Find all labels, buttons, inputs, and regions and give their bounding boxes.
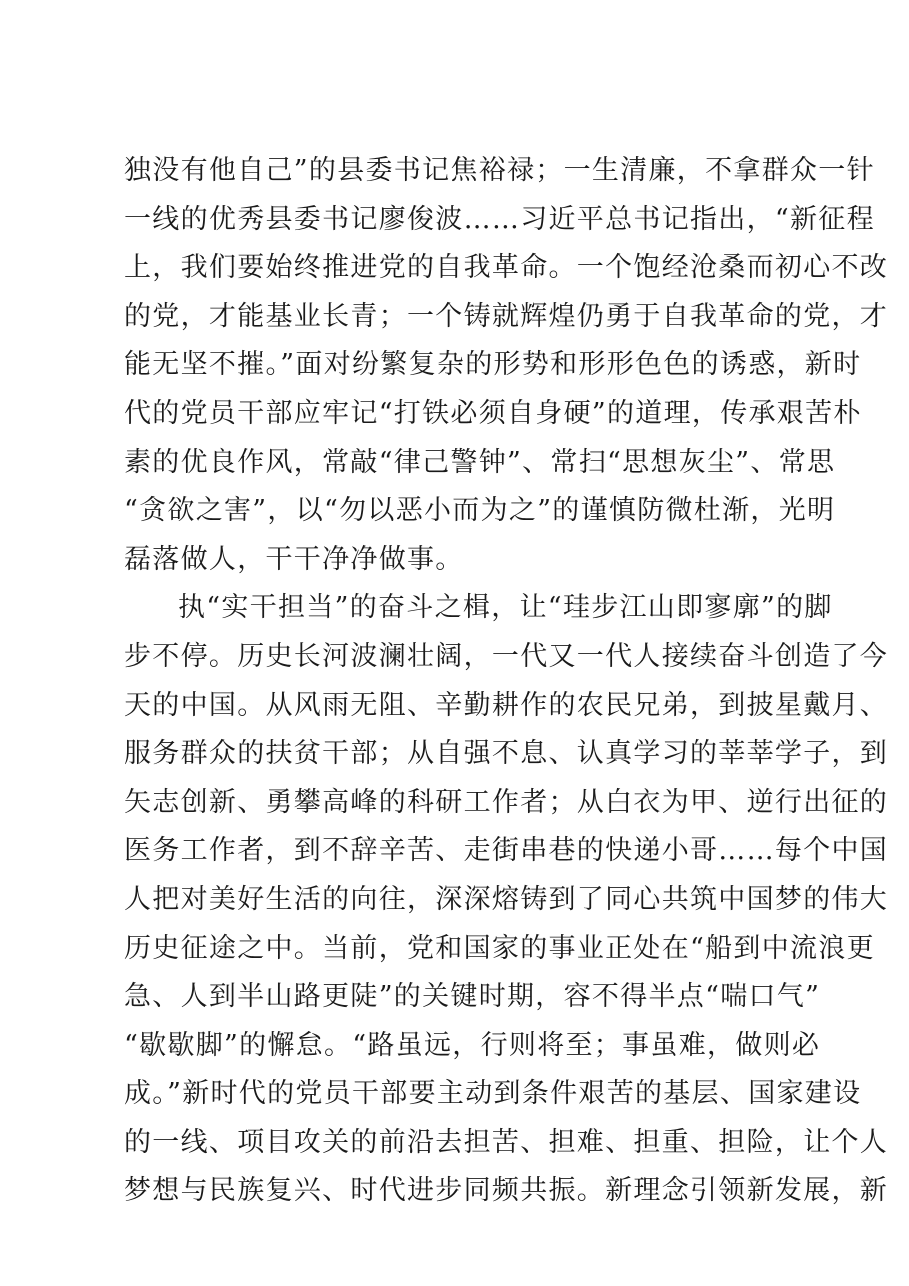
text-line: 人把对美好生活的向往，深深熔铸到了同心共筑中国梦的伟大 <box>124 883 889 915</box>
document-body <box>124 147 889 1216</box>
text-line: 医务工作者，到不辞辛苦、走街串巷的快递小哥……每个中国 <box>124 835 889 867</box>
text-line: 矢志创新、勇攀高峰的科研工作者；从白衣为甲、逆行出征的 <box>124 786 889 818</box>
paragraph-2 <box>124 584 889 1216</box>
text-line: “贪欲之害”，以“勿以恶小而为之”的谨慎防微杜渐，光明 <box>124 495 836 527</box>
text-line: 步不停。历史长河波澜壮阔，一代又一代人接续奋斗创造了今 <box>124 640 889 672</box>
text-line: 服务群众的扶贫干部；从自强不息、认真学习的莘莘学子，到 <box>124 738 889 770</box>
text-line: 能无坚不摧。”面对纷繁复杂的形势和形形色色的诱惑，新时 <box>124 349 862 381</box>
text-line: 急、人到半山路更陡”的关键时期，容不得半点“喘口气” <box>124 981 821 1013</box>
text-line: 成。”新时代的党员干部要主动到条件艰苦的基层、国家建设 <box>124 1078 862 1110</box>
text-line: 上，我们要始终推进党的自我革命。一个饱经沧桑而初心不改 <box>124 252 889 284</box>
text-line: 执“实干担当”的奋斗之楫，让“珪步江山即寥廓”的脚 <box>178 592 833 624</box>
text-line: “歇歇脚”的懈怠。“路虽远，行则将至；事虽难，做则必 <box>124 1029 821 1061</box>
text-line: 历史征途之中。当前，党和国家的事业正处在“船到中流浪更 <box>124 932 875 964</box>
text-line: 素的优良作风，常敲“律己警钟”、常扫“思想灰尘”、常思 <box>124 446 836 478</box>
text-line: 的一线、项目攻关的前沿去担苦、担难、担重、担险，让个人 <box>124 1126 889 1158</box>
text-line: 天的中国。从风雨无阻、辛勤耕作的农民兄弟，到披星戴月、 <box>124 689 889 721</box>
text-line: 的党，才能基业长青；一个铸就辉煌仍勇于自我革命的党，才 <box>124 300 889 332</box>
text-line: 代的党员干部应牢记“打铁必须自身硬”的道理，传承艰苦朴 <box>124 397 862 429</box>
text-line: 独没有他自己”的县委书记焦裕禄；一生清廉，不拿群众一针 <box>124 155 875 186</box>
text-line: 磊落做人，干干净净做事。 <box>124 543 464 575</box>
text-line: 一线的优秀县委书记廖俊波……习近平总书记指出，“新征程 <box>124 203 875 235</box>
text-line: 梦想与民族复兴、时代进步同频共振。新理念引领新发展，新 <box>124 1175 889 1207</box>
paragraph-1 <box>124 147 889 584</box>
